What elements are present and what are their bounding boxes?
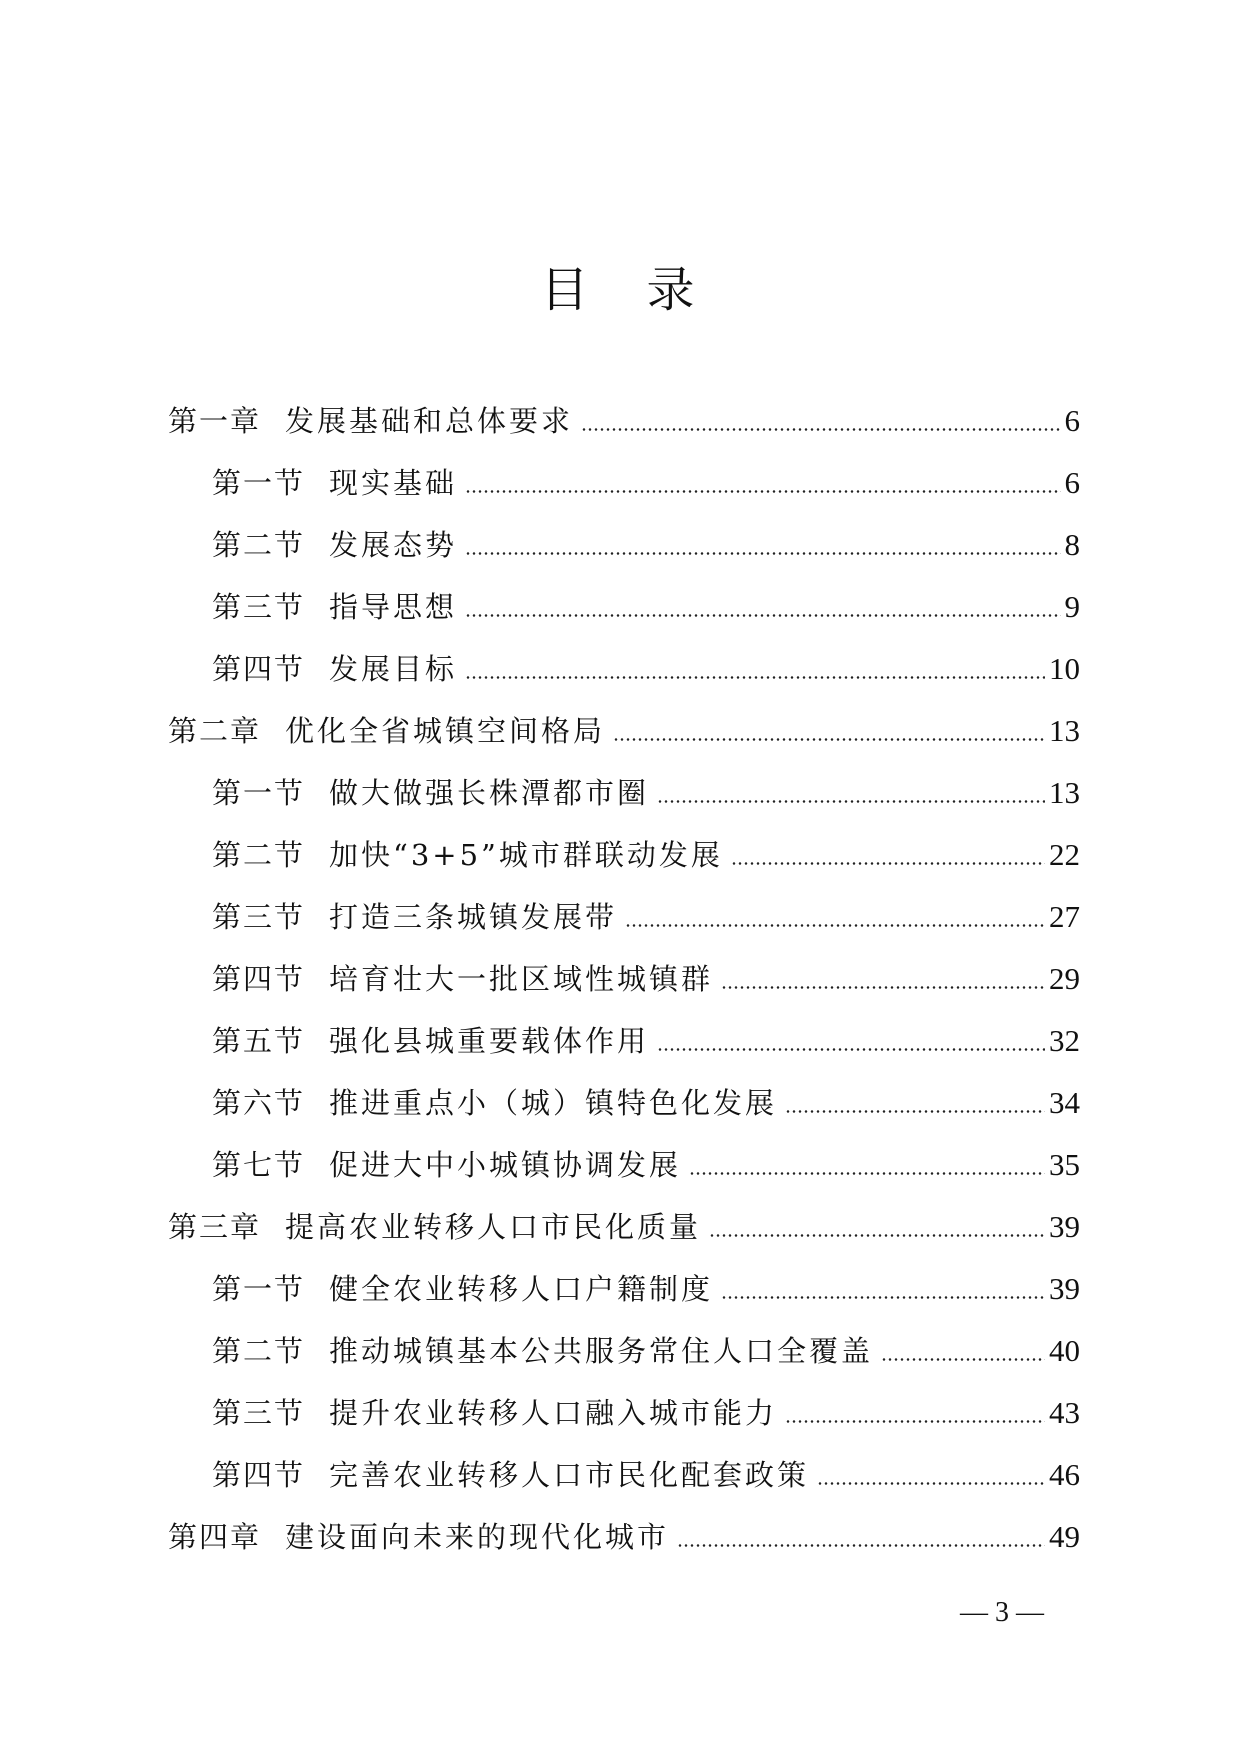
toc-entry-number: 第三节 [212, 590, 306, 624]
page-title [0, 258, 1241, 322]
toc-page-number: 39 [1049, 1271, 1080, 1306]
toc-entry-number: 第一节 [212, 466, 306, 500]
toc-section-row [168, 514, 1080, 576]
toc-dot-leader [625, 924, 1045, 927]
toc-entry-number: 第二节 [212, 528, 306, 562]
toc-entry-title: 提升农业转移人口融入城市能力 [329, 1396, 778, 1430]
toc-dot-leader [465, 490, 1060, 493]
toc-section-row [168, 886, 1080, 948]
toc-page-number: 32 [1049, 1023, 1080, 1058]
toc-entry-title: 推动城镇基本公共服务常住人口全覆盖 [329, 1334, 874, 1368]
toc-section-row [168, 1072, 1080, 1134]
toc-dot-leader [817, 1482, 1045, 1485]
toc-page-number: 10 [1049, 651, 1080, 686]
toc-dot-leader [731, 862, 1045, 865]
toc-entry-number: 第四节 [212, 652, 306, 686]
toc-section-row [168, 824, 1080, 886]
toc-page-number: 40 [1049, 1333, 1080, 1368]
toc-entry-number: 第七节 [212, 1148, 306, 1182]
toc-page-number: 46 [1049, 1457, 1080, 1492]
toc-dot-leader [721, 1296, 1045, 1299]
toc-dot-leader [785, 1420, 1045, 1423]
toc-page-number: 34 [1049, 1085, 1080, 1120]
toc-page-number: 29 [1049, 961, 1080, 996]
toc-entry-number: 第三节 [212, 900, 306, 934]
toc-section-row [168, 1320, 1080, 1382]
toc-entry-number: 第一章 [168, 404, 262, 438]
toc-entry-number: 第三章 [168, 1210, 262, 1244]
toc-entry-number: 第四章 [168, 1520, 262, 1554]
toc-page-number: 8 [1064, 527, 1080, 562]
toc-page-number: 13 [1049, 713, 1080, 748]
toc-dot-leader [785, 1110, 1045, 1113]
toc-entry-title: 打造三条城镇发展带 [329, 900, 618, 934]
toc-section-row [168, 576, 1080, 638]
toc-page-number: 13 [1049, 775, 1080, 810]
toc-page-number: 9 [1064, 589, 1080, 624]
toc-chapter-row [168, 1506, 1080, 1568]
toc-dot-leader [465, 552, 1060, 555]
toc-section-row [168, 1134, 1080, 1196]
toc-entry-number: 第二节 [212, 838, 306, 872]
toc-page-number: 27 [1049, 899, 1080, 934]
toc-dot-leader [613, 738, 1045, 741]
toc-entry-number: 第四节 [212, 1458, 306, 1492]
toc-entry-title: 推进重点小（城）镇特色化发展 [329, 1086, 778, 1120]
toc-entry-title: 强化县城重要载体作用 [329, 1024, 650, 1058]
toc-chapter-row [168, 390, 1080, 452]
toc-dot-leader [709, 1234, 1045, 1237]
toc-page-number: 43 [1049, 1395, 1080, 1430]
toc-entry-title: 优化全省城镇空间格局 [285, 714, 606, 748]
title-char-1: 目 [540, 262, 595, 318]
table-of-contents [168, 390, 1080, 1568]
toc-section-row [168, 1382, 1080, 1444]
toc-section-row [168, 762, 1080, 824]
toc-page-number: 22 [1049, 837, 1080, 872]
toc-entry-number: 第一节 [212, 776, 306, 810]
toc-dot-leader [677, 1544, 1045, 1547]
toc-page-number: 35 [1049, 1147, 1080, 1182]
toc-entry-title: 发展态势 [329, 528, 458, 562]
toc-dot-leader [689, 1172, 1045, 1175]
toc-chapter-row [168, 700, 1080, 762]
toc-entry-number: 第二节 [212, 1334, 306, 1368]
toc-dot-leader [465, 614, 1060, 617]
toc-entry-title: 促进大中小城镇协调发展 [329, 1148, 682, 1182]
toc-dot-leader [581, 428, 1060, 431]
toc-entry-title: 发展目标 [329, 652, 458, 686]
toc-section-row [168, 452, 1080, 514]
toc-dot-leader [721, 986, 1045, 989]
toc-entry-number: 第三节 [212, 1396, 306, 1430]
toc-page-number: 39 [1049, 1209, 1080, 1244]
toc-dot-leader [657, 800, 1045, 803]
toc-page-number: 6 [1064, 403, 1080, 438]
toc-entry-number: 第一节 [212, 1272, 306, 1306]
toc-section-row [168, 1444, 1080, 1506]
toc-entry-title: 发展基础和总体要求 [285, 404, 574, 438]
toc-entry-title: 培育壮大一批区域性城镇群 [329, 962, 714, 996]
toc-entry-title: 健全农业转移人口户籍制度 [329, 1272, 714, 1306]
toc-dot-leader [657, 1048, 1045, 1051]
toc-entry-title: 提高农业转移人口市民化质量 [285, 1210, 702, 1244]
title-char-2: 录 [646, 262, 701, 318]
toc-entry-title: 建设面向未来的现代化城市 [285, 1520, 670, 1554]
toc-entry-number: 第二章 [168, 714, 262, 748]
toc-section-row [168, 638, 1080, 700]
toc-page-number: 6 [1064, 465, 1080, 500]
toc-entry-number: 第四节 [212, 962, 306, 996]
toc-entry-title: 加快“3+5”城市群联动发展 [329, 838, 723, 872]
toc-entry-number: 第五节 [212, 1024, 306, 1058]
toc-section-row [168, 1258, 1080, 1320]
toc-entry-title: 做大做强长株潭都市圈 [329, 776, 650, 810]
toc-section-row [168, 1010, 1080, 1072]
toc-entry-number: 第六节 [212, 1086, 306, 1120]
page-number: — 3 — [960, 1597, 1044, 1628]
toc-entry-title: 指导思想 [329, 590, 458, 624]
toc-page-number: 49 [1049, 1519, 1080, 1554]
toc-section-row [168, 948, 1080, 1010]
toc-entry-title: 现实基础 [329, 466, 458, 500]
toc-dot-leader [881, 1358, 1045, 1361]
toc-dot-leader [465, 676, 1045, 679]
toc-entry-title: 完善农业转移人口市民化配套政策 [329, 1458, 810, 1492]
toc-chapter-row [168, 1196, 1080, 1258]
